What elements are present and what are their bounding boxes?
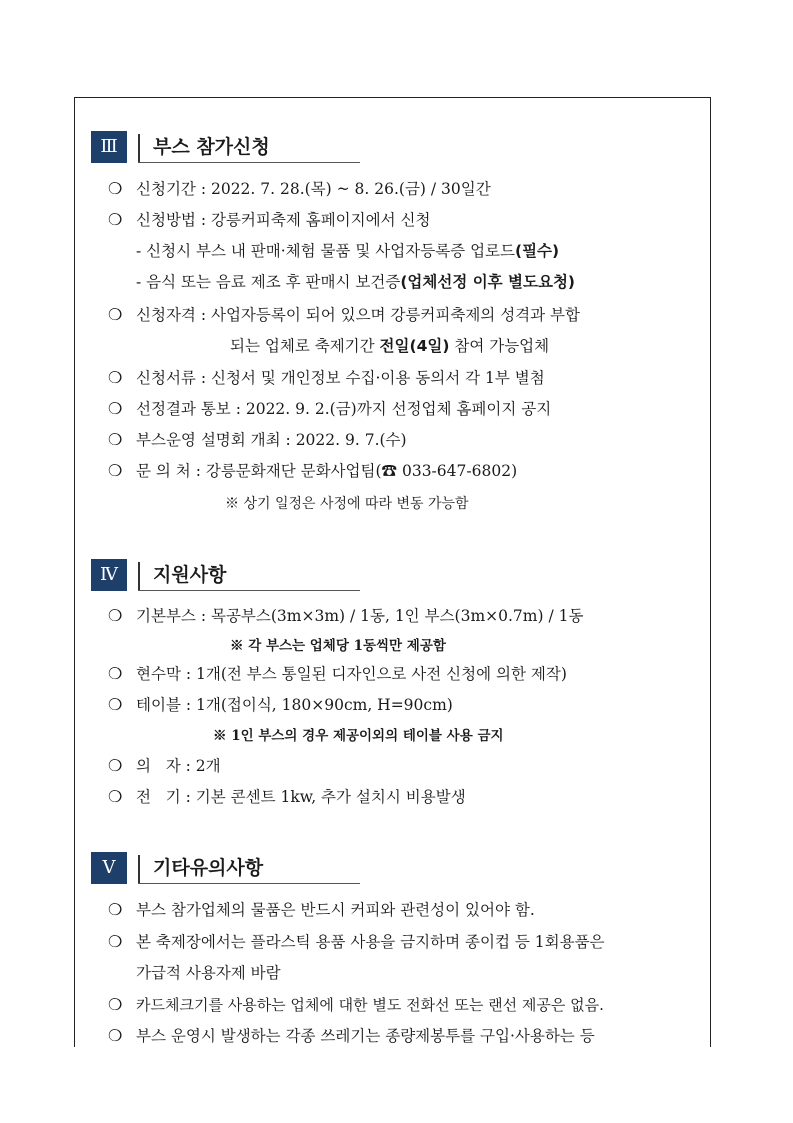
section-numeral: Ⅲ xyxy=(91,131,127,163)
bullet: ❍ xyxy=(108,305,123,324)
text: 문 의 처 : 강릉문화재단 문화사업팀( xyxy=(136,462,382,480)
bullet: ❍ xyxy=(108,461,123,480)
divider xyxy=(138,562,140,590)
text: 되는 업체로 축제기간 xyxy=(230,337,380,355)
apply-method-sub-2 xyxy=(136,272,575,292)
bullet: ❍ xyxy=(108,995,123,1014)
title-underline xyxy=(138,883,360,884)
table-note: ※ 1인 부스의 경우 제공이외의 테이블 사용 금지 xyxy=(213,728,504,744)
section-title: 기타유의사항 xyxy=(153,857,264,879)
bullet: ❍ xyxy=(108,787,123,806)
bullet: ❍ xyxy=(108,368,123,387)
title-underline xyxy=(138,590,360,591)
schedule-note: ※ 상기 일정은 사정에 따라 변동 가능함 xyxy=(225,496,469,512)
divider xyxy=(138,855,140,883)
separate-request-mark: (업체선정 이후 별도요청) xyxy=(400,273,576,291)
text: 참여 가능업체 xyxy=(449,337,550,355)
waste-notice: 부스 운영시 발생하는 각종 쓰레기는 종량제봉투를 구입·사용하는 등 xyxy=(136,1027,595,1045)
required-mark: (필수) xyxy=(515,242,560,260)
card-reader-notice: 카드체크기를 사용하는 업체에 대한 별도 전화선 또는 랜선 제공은 없음. xyxy=(136,996,604,1014)
bullet: ❍ xyxy=(108,179,123,198)
apply-method-sub-1 xyxy=(136,241,559,261)
banner: 현수막 : 1개(전 부스 통일된 디자인으로 사전 신청에 의한 제작) xyxy=(136,665,567,683)
electricity: 전 기 : 기본 콘센트 1kw, 추가 설치시 비용발생 xyxy=(136,788,466,806)
full-period-mark: 전일(4일) xyxy=(379,337,450,355)
bullet: ❍ xyxy=(108,606,123,625)
documents: 신청서류 : 신청서 및 개인정보 수집·이용 동의서 각 1부 별첨 xyxy=(136,369,545,387)
chairs: 의 자 : 2개 xyxy=(136,757,221,775)
selection-notice: 선정결과 통보 : 2022. 9. 2.(금)까지 선정업체 홈페이지 공지 xyxy=(136,400,552,418)
bullet: ❍ xyxy=(108,756,123,775)
table: 테이블 : 1개(접이식, 180×90cm, H=90cm) xyxy=(136,696,453,714)
apply-period: 신청기간 : 2022. 7. 28.(목) ~ 8. 26.(금) / 30일간 xyxy=(136,180,491,198)
divider xyxy=(138,134,140,162)
sub-text: - 신청시 부스 내 판매·체험 물품 및 사업자등록증 업로드 xyxy=(136,242,515,260)
title-underline xyxy=(138,162,360,163)
section-numeral: Ⅳ xyxy=(91,559,127,591)
bullet: ❍ xyxy=(108,1026,123,1045)
bullet: ❍ xyxy=(108,399,123,418)
section-numeral: Ⅴ xyxy=(91,852,127,884)
sub-text: - 음식 또는 음료 제조 후 판매시 보건증 xyxy=(136,273,401,291)
basic-booth: 기본부스 : 목공부스(3m×3m) / 1동, 1인 부스(3m×0.7m) / 1동 xyxy=(136,607,584,625)
plastic-ban-cont: 가급적 사용자제 바람 xyxy=(136,964,281,982)
briefing-session: 부스운영 설명회 개최 : 2022. 9. 7.(수) xyxy=(136,431,407,449)
section-title: 지원사항 xyxy=(153,564,227,586)
phone-icon: ☎ xyxy=(381,462,398,480)
apply-method: 신청방법 : 강릉커피축제 홈페이지에서 신청 xyxy=(136,211,431,229)
bullet: ❍ xyxy=(108,664,123,683)
phone-number: 033-647-6802) xyxy=(397,462,518,480)
booth-note: ※ 각 부스는 업체당 1동씩만 제공함 xyxy=(230,638,446,654)
bullet: ❍ xyxy=(108,695,123,714)
eligibility-cont xyxy=(230,336,549,356)
bullet: ❍ xyxy=(108,932,123,951)
contact xyxy=(136,461,517,481)
eligibility: 신청자격 : 사업자등록이 되어 있으며 강릉커피축제의 성격과 부합 xyxy=(136,306,580,324)
bullet: ❍ xyxy=(108,900,123,919)
section-title: 부스 참가신청 xyxy=(153,136,270,158)
bullet: ❍ xyxy=(108,210,123,229)
item-relevance: 부스 참가업체의 물품은 반드시 커피와 관련성이 있어야 함. xyxy=(136,901,535,919)
plastic-ban: 본 축제장에서는 플라스틱 용품 사용을 금지하며 종이컵 등 1회용품은 xyxy=(136,933,605,951)
bullet: ❍ xyxy=(108,430,123,449)
